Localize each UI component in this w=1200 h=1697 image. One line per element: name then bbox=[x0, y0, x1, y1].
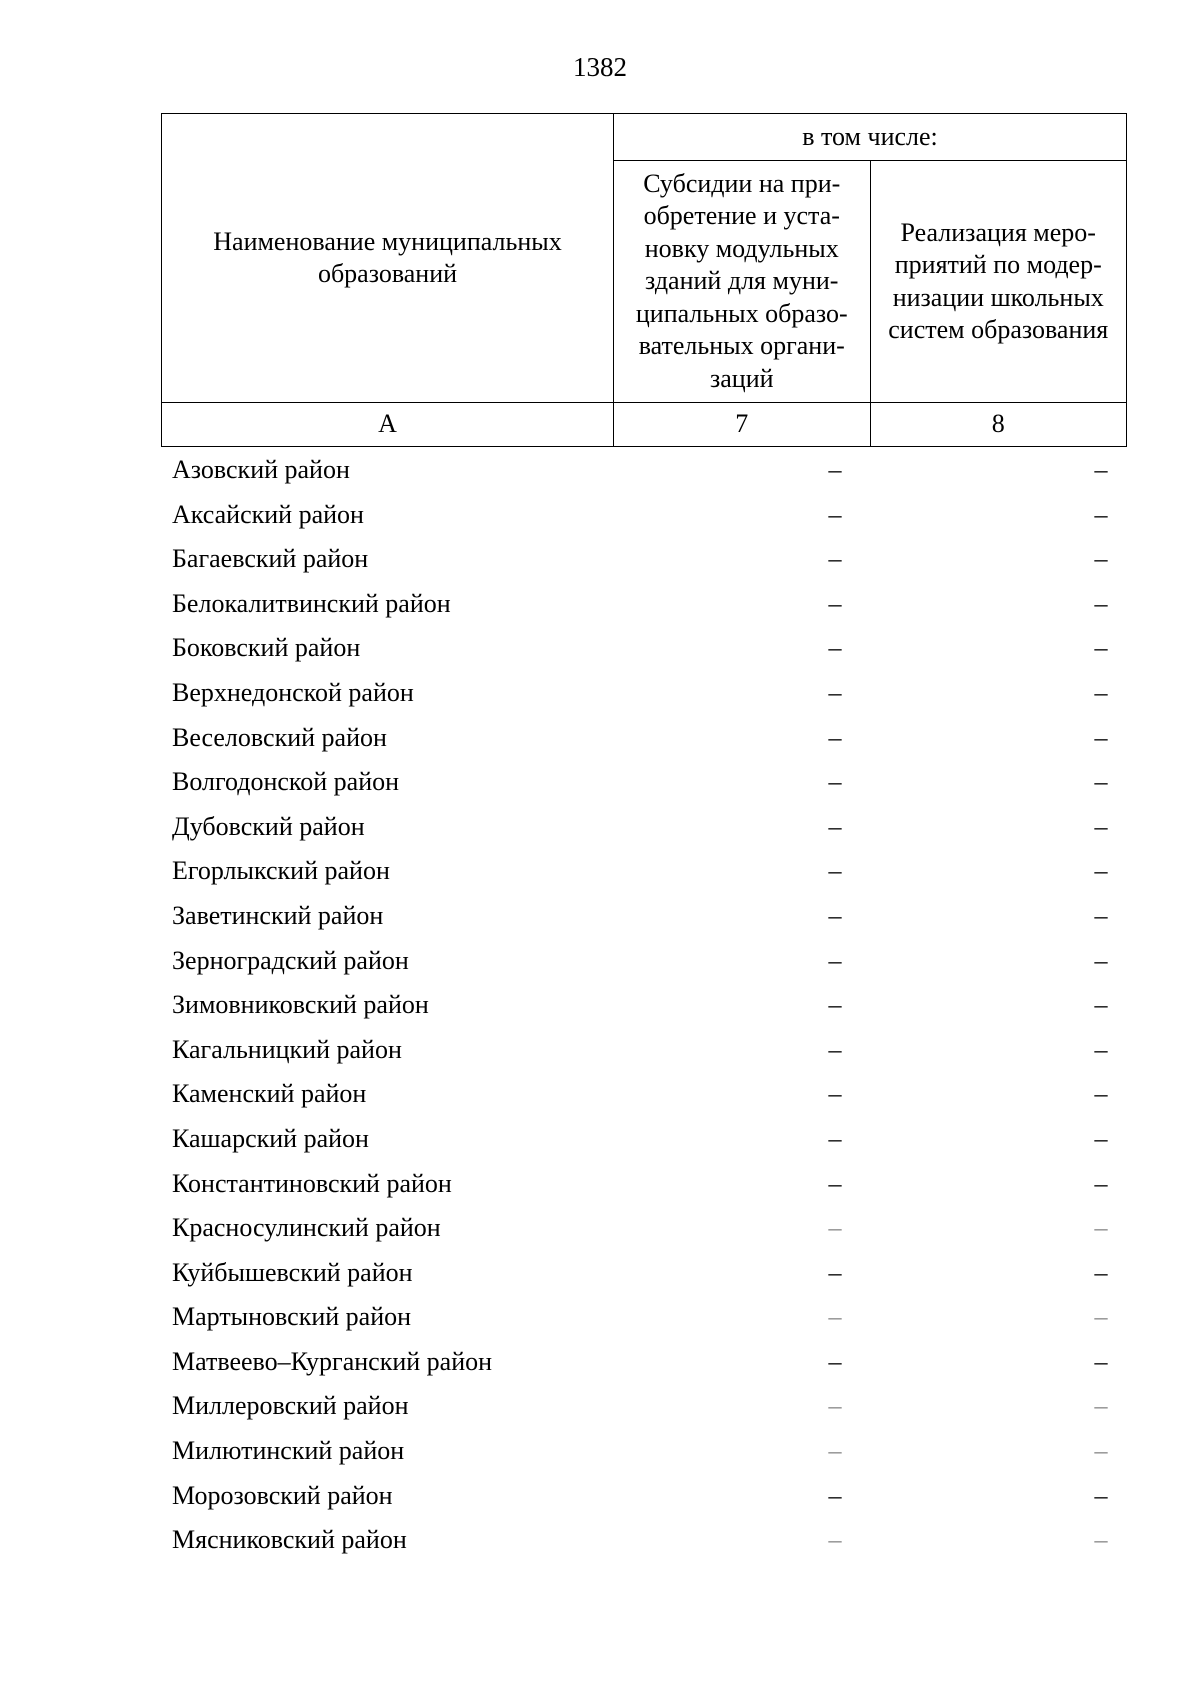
header-col-7: Субсидии на при-обретение и уста-новку модульных зданий для муни-ципальных образо-вательных органи-заций bbox=[614, 161, 871, 403]
value-col-8: – bbox=[1094, 633, 1108, 663]
value-col-8: – bbox=[1094, 499, 1108, 529]
value-col-8: – bbox=[1094, 1123, 1108, 1153]
value-col-8: – bbox=[1094, 1213, 1108, 1243]
page-number: 1382 bbox=[573, 52, 627, 82]
table-row bbox=[161, 849, 1127, 894]
value-col-7: – bbox=[828, 544, 842, 574]
value-col-7: – bbox=[828, 811, 842, 841]
value-col-7: – bbox=[828, 945, 842, 975]
municipality-name: Азовский район bbox=[172, 455, 350, 484]
table-header bbox=[161, 113, 1127, 447]
municipality-name: Заветинский район bbox=[172, 900, 384, 930]
table-row bbox=[161, 894, 1127, 939]
value-col-8: – bbox=[1094, 1480, 1108, 1510]
value-col-7: – bbox=[828, 1213, 842, 1243]
value-col-7: – bbox=[828, 1302, 842, 1332]
value-col-8: – bbox=[1094, 811, 1108, 841]
municipality-name: Дубовский район bbox=[172, 811, 365, 841]
value-col-7: – bbox=[828, 1525, 842, 1555]
table-row bbox=[161, 1206, 1127, 1251]
table-row bbox=[161, 983, 1127, 1028]
municipality-name: Егорлыкский район bbox=[172, 856, 390, 886]
table-row bbox=[161, 805, 1127, 850]
value-col-7: – bbox=[828, 1123, 842, 1153]
value-col-8: – bbox=[1094, 1391, 1108, 1421]
value-col-8: – bbox=[1094, 677, 1108, 707]
municipality-name: Зимовниковский район bbox=[172, 990, 429, 1020]
column-number-7: 7 bbox=[614, 403, 871, 447]
value-col-8: – bbox=[1094, 1525, 1108, 1555]
value-col-7: – bbox=[828, 722, 842, 752]
value-col-8: – bbox=[1094, 722, 1108, 752]
municipality-name: Куйбышевский район bbox=[172, 1257, 413, 1287]
municipality-name: Кагальницкий район bbox=[172, 1034, 402, 1064]
municipality-name: Милютинский район bbox=[172, 1436, 405, 1466]
value-col-8: – bbox=[1094, 1302, 1108, 1332]
value-col-8: – bbox=[1094, 1257, 1108, 1287]
value-col-7: – bbox=[828, 1079, 842, 1109]
municipality-name: Боковский район bbox=[172, 633, 361, 663]
municipality-name: Константиновский район bbox=[172, 1168, 452, 1198]
value-col-7: – bbox=[828, 1391, 842, 1421]
municipality-name: Багаевский район bbox=[172, 544, 369, 574]
municipality-name: Мартыновский район bbox=[172, 1302, 412, 1332]
value-col-8: – bbox=[1094, 856, 1108, 886]
municipality-name: Кашарский район bbox=[172, 1123, 369, 1153]
municipality-name: Верхнедонской район bbox=[172, 677, 414, 707]
table-row bbox=[161, 1162, 1127, 1207]
table-body bbox=[161, 448, 1127, 1563]
value-col-8: – bbox=[1094, 1168, 1108, 1198]
municipality-name: Красносулинский район bbox=[172, 1213, 441, 1243]
table-row bbox=[161, 537, 1127, 582]
value-col-8: – bbox=[1094, 1436, 1108, 1466]
value-col-7: – bbox=[828, 1168, 842, 1198]
value-col-7: – bbox=[828, 499, 842, 529]
table-row bbox=[161, 448, 1127, 493]
value-col-7: – bbox=[828, 900, 842, 930]
table-row bbox=[161, 1384, 1127, 1429]
value-col-7: – bbox=[828, 677, 842, 707]
value-col-8: – bbox=[1094, 900, 1108, 930]
value-col-8: – bbox=[1094, 1079, 1108, 1109]
value-col-8: – bbox=[1094, 1346, 1108, 1376]
municipality-name: Матвеево–Курганский район bbox=[172, 1346, 493, 1376]
table-row bbox=[161, 1117, 1127, 1162]
value-col-7: – bbox=[828, 767, 842, 797]
municipality-name: Морозовский район bbox=[172, 1480, 393, 1510]
column-number-a: А bbox=[162, 403, 614, 447]
table-row bbox=[161, 582, 1127, 627]
value-col-8: – bbox=[1094, 1034, 1108, 1064]
header-col-8: Реализация меро-приятий по модер-низации школьных систем образования bbox=[870, 161, 1127, 403]
table-row bbox=[161, 1072, 1127, 1117]
table-row bbox=[161, 1518, 1127, 1563]
value-col-8: – bbox=[1094, 455, 1108, 484]
value-col-7: – bbox=[828, 1480, 842, 1510]
table-row bbox=[161, 1429, 1127, 1474]
value-col-8: – bbox=[1094, 544, 1108, 574]
value-col-8: – bbox=[1094, 990, 1108, 1020]
municipality-name: Мясниковский район bbox=[172, 1525, 407, 1555]
value-col-7: – bbox=[828, 455, 842, 484]
table-row bbox=[161, 760, 1127, 805]
value-col-7: – bbox=[828, 1346, 842, 1376]
value-col-7: – bbox=[828, 633, 842, 663]
header-including: в том числе: bbox=[614, 114, 1127, 161]
value-col-7: – bbox=[828, 1034, 842, 1064]
table-row bbox=[161, 493, 1127, 538]
municipality-name: Зерноградский район bbox=[172, 945, 409, 975]
value-col-7: – bbox=[828, 1257, 842, 1287]
municipality-name: Белокалитвинский район bbox=[172, 588, 451, 618]
value-col-8: – bbox=[1094, 945, 1108, 975]
table-row bbox=[161, 671, 1127, 716]
table-row bbox=[161, 1474, 1127, 1519]
value-col-7: – bbox=[828, 990, 842, 1020]
column-number-8: 8 bbox=[870, 403, 1127, 447]
value-col-7: – bbox=[828, 588, 842, 618]
table-row bbox=[161, 716, 1127, 761]
value-col-8: – bbox=[1094, 588, 1108, 618]
value-col-7: – bbox=[828, 856, 842, 886]
table-row bbox=[161, 1340, 1127, 1385]
value-col-7: – bbox=[828, 1436, 842, 1466]
value-col-8: – bbox=[1094, 767, 1108, 797]
municipality-name: Волгодонской район bbox=[172, 767, 400, 797]
table-row bbox=[161, 939, 1127, 984]
municipality-name: Аксайский район bbox=[172, 499, 364, 529]
table-row bbox=[161, 1251, 1127, 1296]
municipality-name: Миллеровский район bbox=[172, 1391, 409, 1421]
table-row bbox=[161, 626, 1127, 671]
municipality-name: Каменский район bbox=[172, 1079, 367, 1109]
table-row bbox=[161, 1295, 1127, 1340]
municipality-name: Веселовский район bbox=[172, 722, 387, 752]
header-municipality-name: Наименование муниципальных образований bbox=[162, 114, 614, 403]
table-row bbox=[161, 1028, 1127, 1073]
